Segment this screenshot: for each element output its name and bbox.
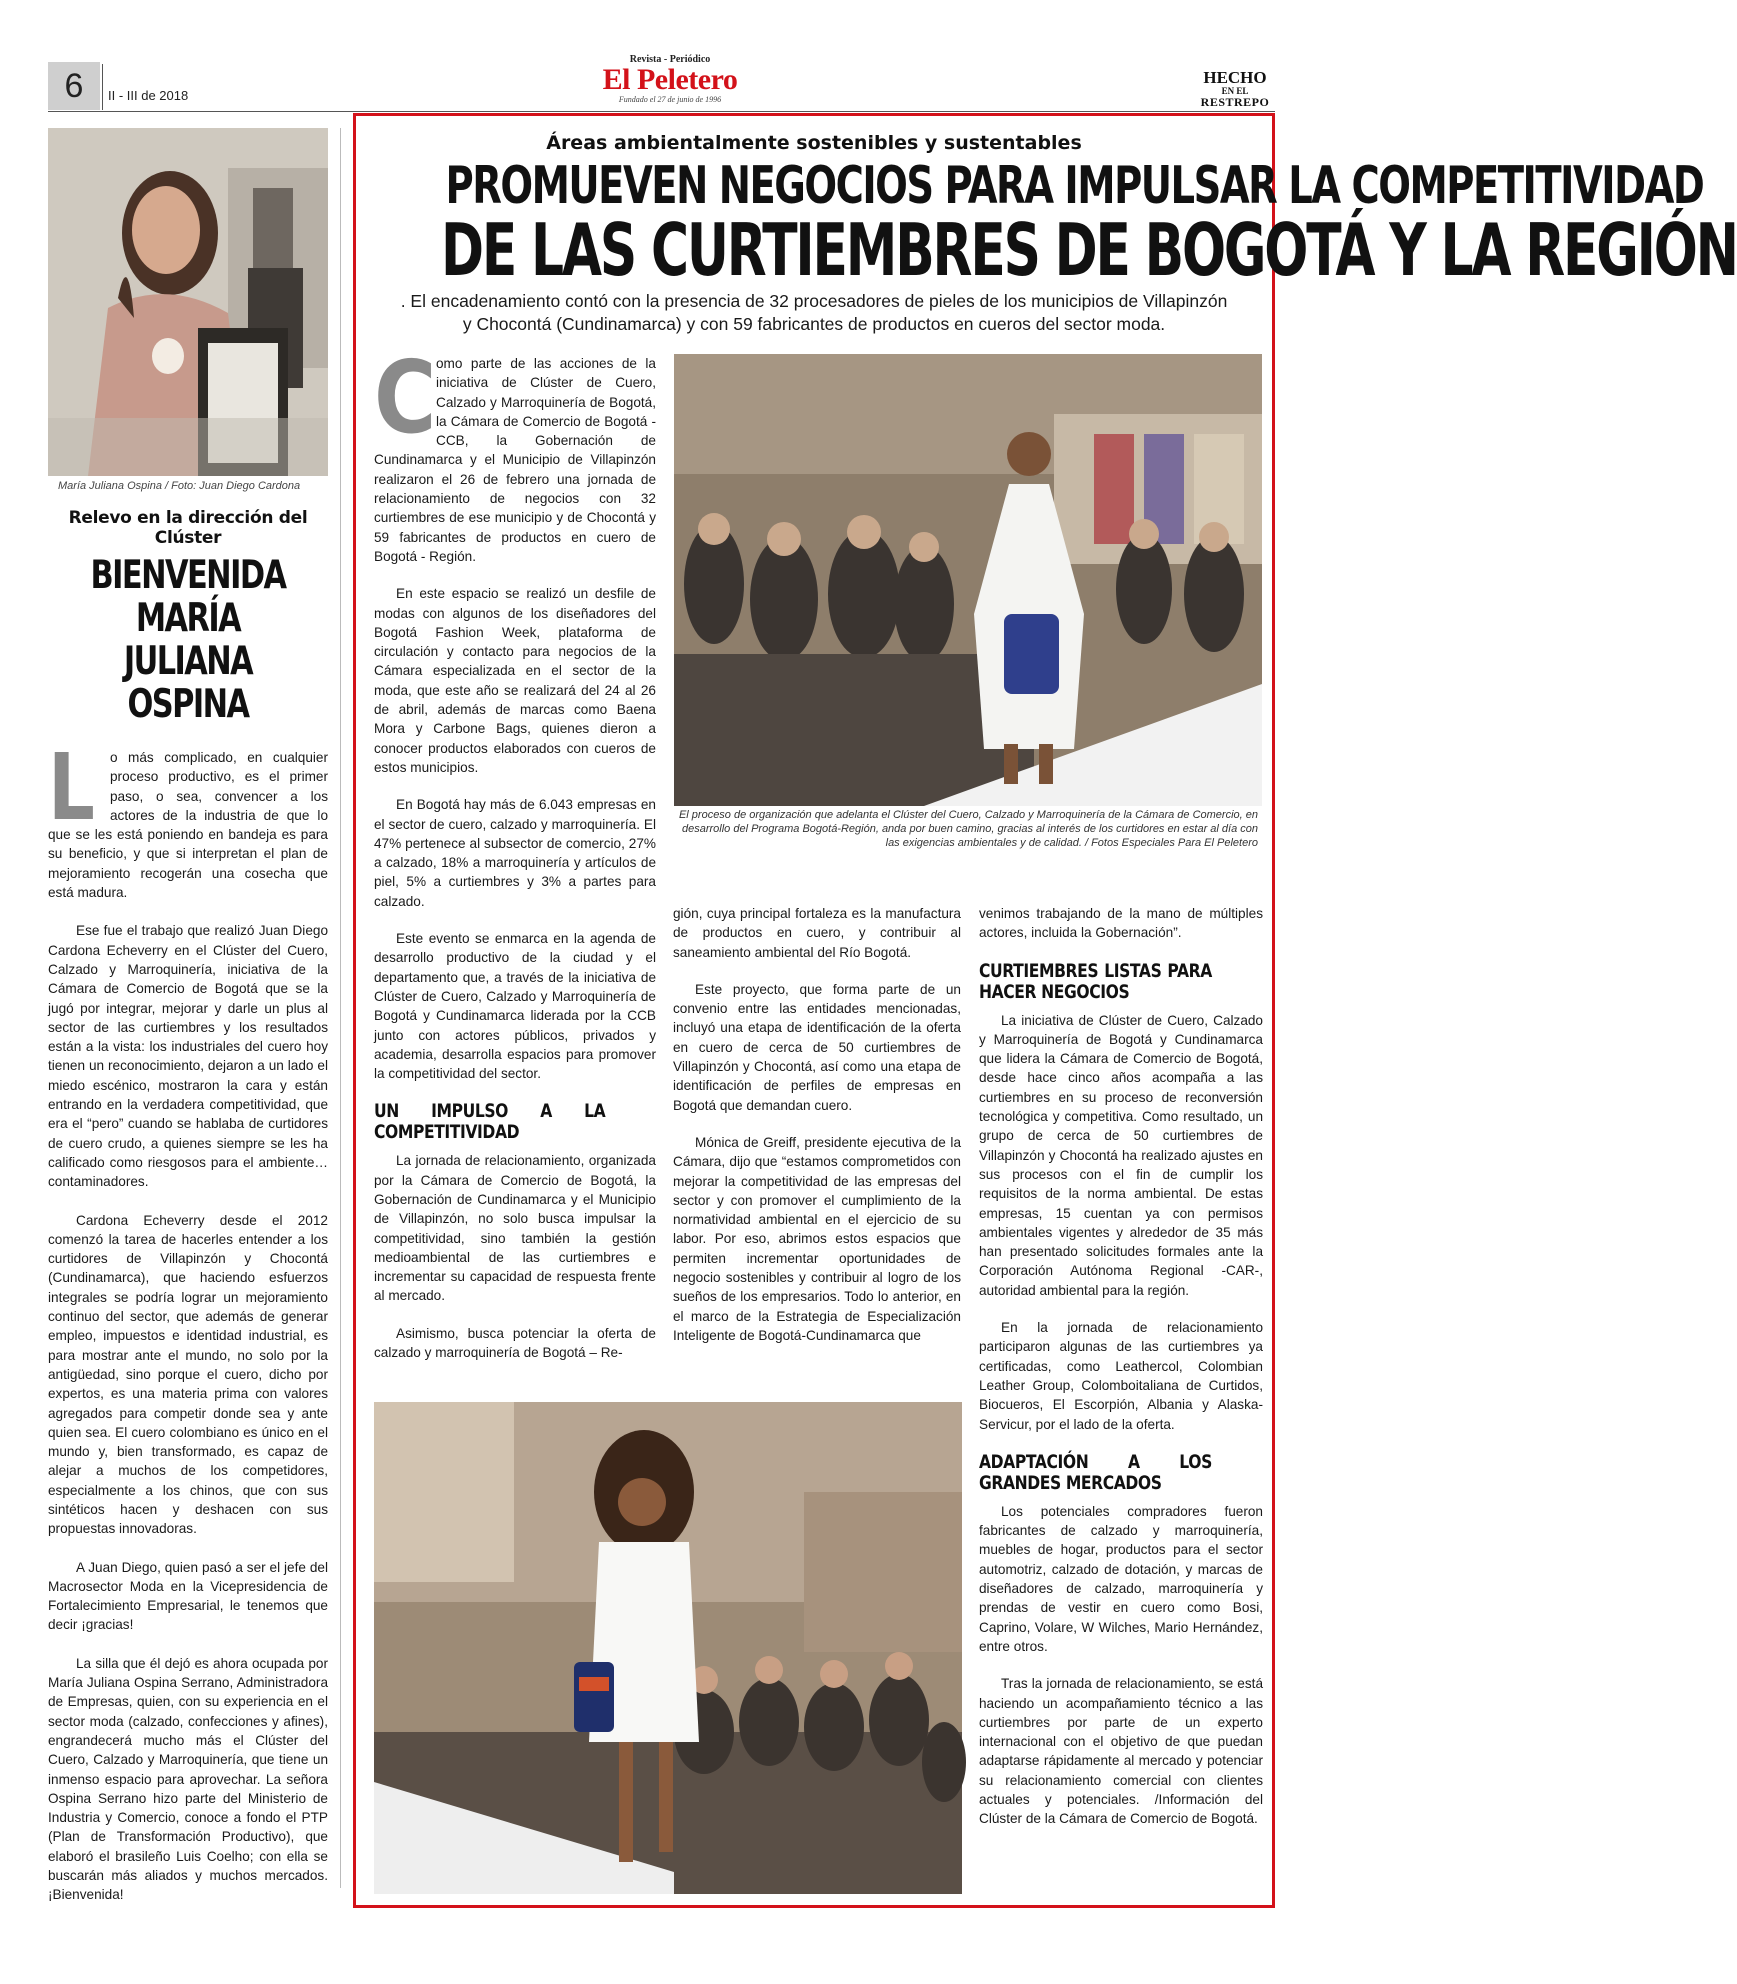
main-paragraph-5: La jornada de relacionamiento, organizada por la Cámara de Comercio de Bogotá, la Gobernación de Cundinamarca y el Municipio de Villapinzón, no solo busca impulsar la competitividad, sino también la gestión medioambiental de las curtiembres e incrementar su capacidad de respuesta frente al mercado. (374, 1153, 656, 1304)
left-paragraph-5: La silla que él dejó es ahora ocupada por María Juliana Ospina Serrano, Administradora de Empresas, quien, con su experiencia en el sector moda (calzado, confecciones y afines), engrandecerá mucho más el Clúster del Cuero, Calzado y Marroquinería, que tiene un inmenso espacio para aprovechar. La señora Ospina Serrano hizo parte del Ministerio de Industria y Comercio, conoce a fondo el PTP (Plan de Transformación Productivo), que elaboró el brasileño Luis Coelho; con ella se buscarán más aliados y muchos mercados. ¡Bienvenida! (48, 1655, 328, 1903)
main-paragraph-2: En este espacio se realizó un desfile de modas con algunos de los diseñadores del Bogotá Fashion Week, plataforma de circulación y contacto para negocios de la Cámara especializada en el sector de la moda, que este año se realizará del 24 al 26 de abril, además de marcas como Baena Mora y Carbone Bags, quienes dieron a conocer productos elaborados con cueros de estos municipios. (374, 586, 656, 775)
left-headline-line-2: JULIANA OSPINA (123, 639, 253, 727)
main-paragraph-6: Asimismo, busca potenciar la oferta de calzado y marroquinería de Bogotá – Re- (374, 1325, 656, 1361)
main-paragraph-10: venimos trabajando de la mano de múltiples actores, incluida la Gobernación”. (979, 906, 1263, 941)
masthead-subtitle: Fundado el 27 de junio de 1996 (618, 95, 722, 104)
main-column-1 (374, 339, 656, 1380)
column-divider (340, 128, 341, 1888)
left-headline-line-1: BIENVENIDA MARÍA (90, 553, 286, 641)
main-paragraph-9: Mónica de Greiff, presidente ejecutiva de la Cámara, dijo que “estamos comprometidos con mejorar la competitividad de las empresas del sector y con promover el cumplimiento de la normatividad ambiental en el ejercicio de su labor. Por eso, abrimos estos espacios que permiten incrementar oportunidades de negocio sostenibles y contribuir al logro de los sueños de los empresarios. Todo lo anterior, en el marco de la Estrategia de Especialización Inteligente de Bogotá-Cundinamarca que (673, 1134, 961, 1343)
left-headline (79, 554, 297, 726)
main-deck (370, 290, 1258, 336)
main-column-2 (673, 904, 961, 1363)
issue-date: II - III de 2018 (108, 88, 189, 103)
runway-photo-caption: El proceso de organización que adelanta el Clúster del Cuero, Calzado y Marroquinería de la Cámara de Comercio, en desarrollo del Programa Bogotá-Región, anda por buen camino, gracias al interés de los curtidores en estar al día con las exigencias ambientales y de calidad. / Fotos Especiales Para El Peletero (678, 809, 1258, 849)
main-paragraph-3: En Bogotá hay más de 6.043 empresas en el sector de cuero, calzado y marroquinería. El 47% pertenece al subsector de comercio, 27% a calzado, 18% a marroquinería y artículos de piel, 5% a curtiembres y 3% a partes para calzado. (374, 797, 656, 909)
logo-line-1: HECHO (1203, 68, 1267, 87)
main-headline-line-2: DE LAS CURTIEMBRES DE BOGOTÁ Y LA REGIÓN (441, 208, 1737, 292)
main-paragraph-8: Este proyecto, que forma parte de un convenio entre las entidades mencionadas, incluyó una etapa de identificación de la oferta en cuero de cerca de 50 curtiembres de Villapinzón y Chocontá, así como una etapa de identificación de perfiles de empresas en Bogotá que demandan cuero. (673, 981, 961, 1113)
main-paragraph-4: Este evento se enmarca en la agenda de desarrollo productivo de la ciudad y el departamento que, a través de la iniciativa de Clúster de Cuero, Calzado y Marroquinería de Bogotá y Cundinamarca liderada por la CCB junto con actores públicos, privados y academia, desarrolla espacios para promover la competitividad del sector. (374, 931, 656, 1082)
logo-line-3: RESTREPO (1200, 95, 1270, 109)
left-dropcap: L (48, 734, 95, 841)
masthead-kicker: Revista - Periódico (629, 54, 711, 65)
runway-photo-1 (674, 354, 1262, 806)
main-dropcap: C (374, 339, 437, 456)
juliana-photo-illustration (48, 128, 328, 476)
main-paragraph-12: En la jornada de relacionamiento participaron algunas de las curtiembres ya certificadas, como Leathercol, Colombian Leather Group, Colomboitaliana de Curtidos, Biocueros, El Escorpión, Albania y Alaska-Servicur, por el lado de la oferta. (979, 1320, 1263, 1432)
left-photo-caption: María Juliana Ospina / Foto: Juan Diego Cardona (58, 480, 301, 492)
main-column-3 (979, 904, 1263, 1847)
main-deck-line-2: y Chocontá (Cundinamarca) y con 59 fabricantes de productos en cueros del sector moda. (462, 314, 1166, 334)
left-paragraph-1-text: o más complicado, en cualquier proceso productivo, es el primer paso, o sea, convencer a los actores de la industria de que lo que se les está poniendo en bandeja es para su beneficio, y que si interpretan el plan de mejoramiento recogerán una cosecha que está madura. (48, 750, 328, 901)
runway-photo-1-illustration (674, 354, 1262, 806)
left-article-body (48, 734, 328, 1905)
main-paragraph-7: gión, cuya principal fortaleza es la manufactura de productos en cuero, y contribuir al saneamiento ambiental del Río Bogotá. (673, 906, 961, 960)
left-paragraph-4: A Juan Diego, quien pasó a ser el jefe del Macrosector Moda en la Vicepresidencia de Fortalecimiento Empresarial, le tenemos que decir ¡gracias! (48, 1559, 328, 1633)
subhead-adaptacion: ADAPTACIÓN A LOS GRANDES MERCADOS (979, 1450, 1212, 1494)
header-separator (102, 64, 103, 110)
main-deck-line-1: . El encadenamiento contó con la presencia de 32 procesadores de pieles de los municipios de Villapinzón (400, 291, 1228, 311)
subhead-curtiembres: CURTIEMBRES LISTAS PARA HACER NEGOCIOS (979, 959, 1212, 1003)
main-paragraph-11: La iniciativa de Clúster de Cuero, Calzado y Marroquinería de Bogotá y Cundinamarca que lidera la Cámara de Comercio de Bogotá, desde hace cinco años acompaña a las curtiembres en su proceso de reconversión tecnológica y competitiva. Como resultado, un grupo de cerca de 50 curtiembres de Villapinzón y Chocontá ha realizado ajustes en sus procesos con el fin de cumplir los requisitos de la norma ambiental. De estas empresas, 15 cuentan ya con permisos ambientales vigentes y alrededor de 35 más han presentado solicitudes formales ante la Corporación Autónoma Regional -CAR-, autoridad ambiental para la región. (979, 1012, 1263, 1298)
main-paragraph-14: Tras la jornada de relacionamiento, se está haciendo un acompañamiento técnico a las curtiembres por parte de un experto internacional con el objetivo de que puedan adaptarse rápidamente al mercado y potenciar su relacionamiento comercial con clientes actuales y potenciales. /Información del Clúster de la Cámara de Comercio de Bogotá. (979, 1676, 1263, 1827)
left-article (48, 128, 328, 1924)
juliana-ospina-photo (48, 128, 328, 476)
main-paragraph-1 (374, 339, 656, 566)
hecho-en-el-restrepo-logo (1195, 70, 1275, 108)
main-kicker: Áreas ambientalmente sostenibles y sustentables (546, 132, 1082, 154)
subhead-impulso: UN IMPULSO A LA COMPETITIVIDAD (374, 1100, 606, 1144)
main-paragraph-13: Los potenciales compradores fueron fabricantes de calzado y marroquinería, muebles de hogar, productos para el sector automotriz, calzado de dotación, y marcas de diseñadores de calzado, marroquinería y prendas de vestir en cuero como Bosi, Caprino, Volare, W Wilches, Mario Hernández, entre otros. (979, 1503, 1263, 1654)
left-paragraph-2: Ese fue el trabajo que realizó Juan Diego Cardona Echeverry en el Clúster del Cuero, Calzado y Marroquinería, iniciativa de la Cámara de Comercio de Bogotá que se la jugó por integrar, mejorar y darle un plus al sector de las curtiembres y los resultados están a la vista: los industriales del cuero hoy tienen un reconocimiento, dejaron a un lado el miedo escénico, mostraron la cara y están entrando en la verdadera competitividad, que era el “pero” cuando se hablaba de curtidores de cuero crudo, a quienes siempre se les ha calificado como riesgosos para el ambiente… contaminadores. (48, 923, 328, 1190)
logo-line-2: EN EL (1221, 86, 1249, 96)
main-article-box (353, 113, 1737, 1908)
left-paragraph-1 (48, 734, 328, 902)
masthead (560, 54, 780, 104)
main-paragraph-1-text: omo parte de las acciones de la iniciativa de Clúster de Cuero, Calzado y Marroquinería de Bogotá, la Cámara de Comercio de Bogotá - CCB, la Gobernación de Cundinamarca y el Municipio de Villapinzón realizaron el 26 de febrero una jornada de relacionamiento de negocios con 32 curtiembres de ese municipio y de Chocontá y 59 fabricantes de productos en cuero de Bogotá - Región. (374, 356, 656, 564)
runway-photo-2-illustration (374, 1402, 962, 1894)
masthead-title: El Peletero (602, 63, 738, 96)
header-rule (48, 111, 1275, 112)
main-headline-line-1: PROMUEVEN NEGOCIOS PARA IMPULSAR LA COMPETITIVIDAD (445, 156, 1704, 216)
left-paragraph-3: Cardona Echeverry desde el 2012 comenzó la tarea de hacerles entender a los curtidores de Villapinzón y Chocontá (Cundinamarca), que haciendo esfuerzos integrales se podría lograr un mejoramiento continuo del sector, que además de generar empleo, impuestos e identidad industrial, es para mostrar ante el mundo, no solo por la antigüedad, sino porque el cuero, dicho por expertos, es una materia prima con valores agregados para competir donde sea y ante quien sea. El cuero colombiano es único en el mundo y, bien transformado, es capaz de alejar a muchos de los competidores, especialmente a los chinos, que con sus sintéticos hacen y deshacen con sus propuestas innovadoras. (48, 1212, 328, 1537)
left-kicker: Relevo en la dirección del Clúster (68, 508, 308, 548)
runway-photo-2 (374, 1402, 962, 1894)
page-number: 6 (48, 62, 100, 110)
